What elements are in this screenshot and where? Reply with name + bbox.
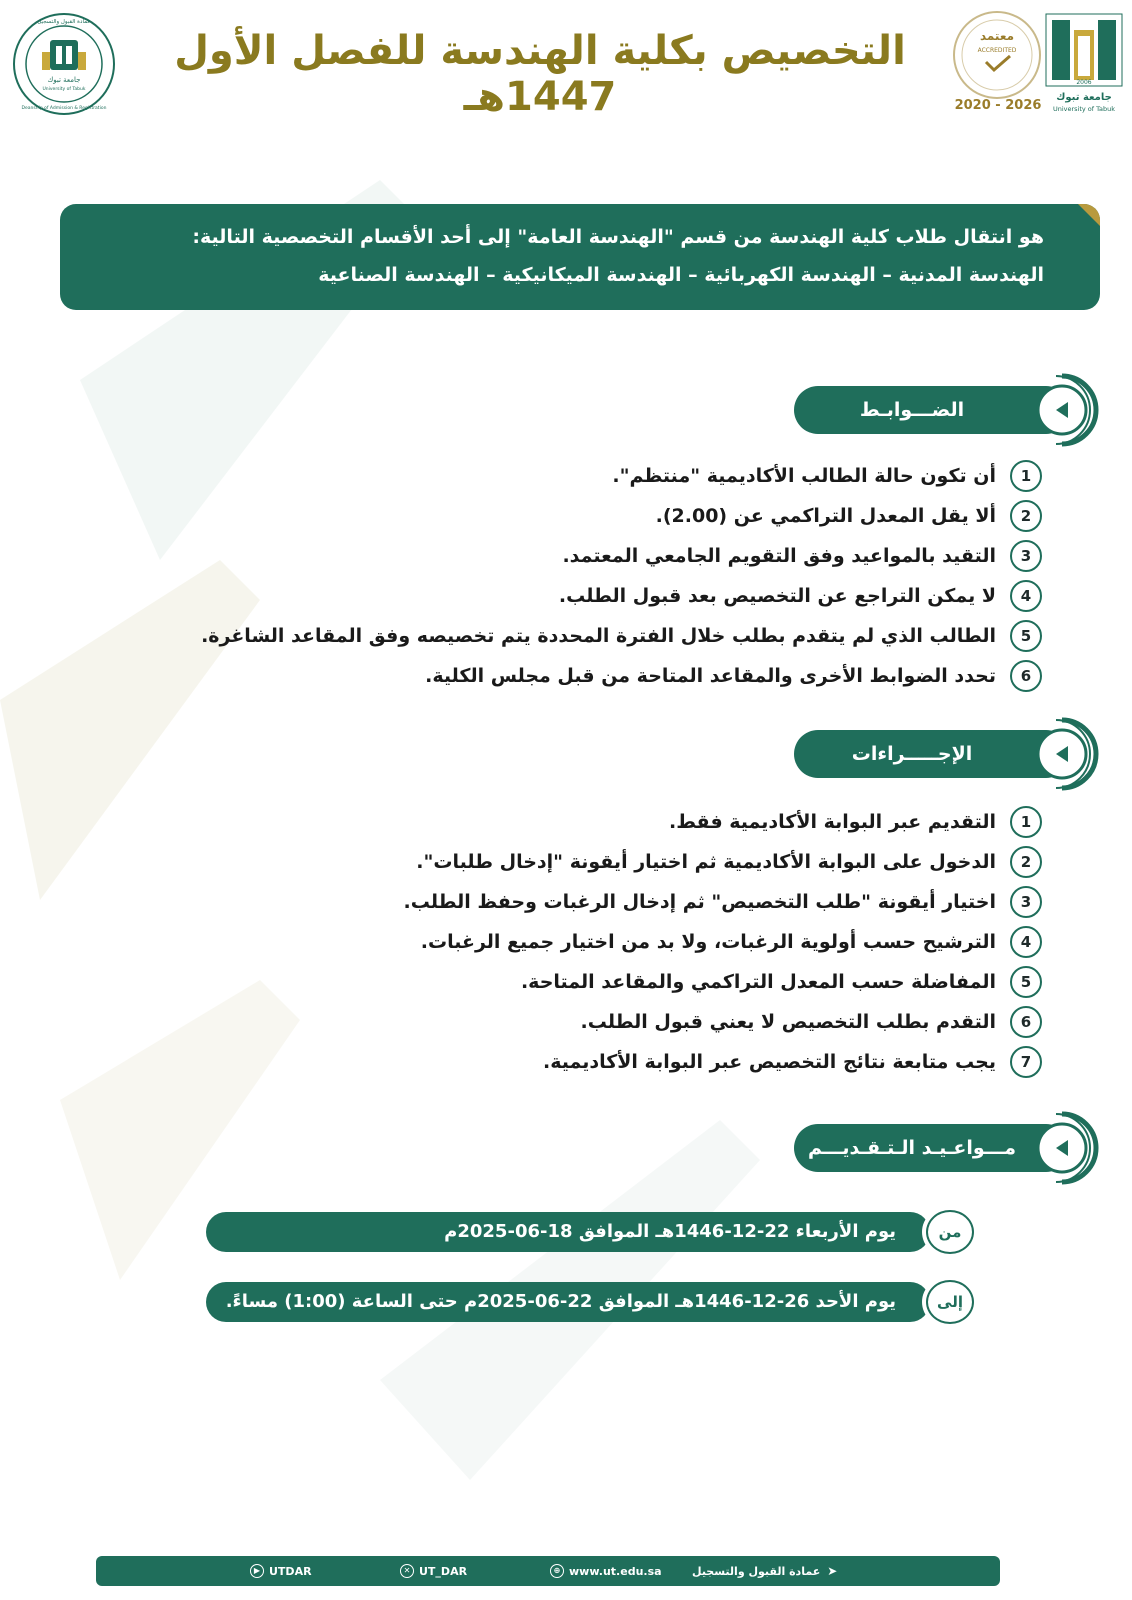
item-text: التقدم بطلب التخصيص لا يعني قبول الطلب.	[580, 1011, 996, 1033]
item-text: الدخول على البوابة الأكاديمية ثم اختيار أيقونة "إدخال طلبات".	[416, 851, 996, 873]
date-to-label: إلى	[926, 1280, 974, 1324]
item-number: 6	[1010, 1006, 1042, 1038]
item-number: 1	[1010, 806, 1042, 838]
svg-text:University of Tabuk: University of Tabuk	[42, 87, 86, 92]
list-item	[201, 656, 1042, 696]
list-item	[404, 962, 1042, 1002]
university-logo	[1042, 10, 1126, 118]
item-text: المفاضلة حسب المعدل التراكمي والمقاعد المتاحة.	[520, 971, 996, 993]
accredited-seal	[952, 10, 1042, 100]
svg-text:معتمد: معتمد	[979, 29, 1015, 43]
youtube-icon: ▶	[250, 1564, 264, 1578]
section-title-rules: الضـــوابـط	[794, 386, 1070, 434]
section-header-dates	[790, 1110, 1100, 1186]
item-text: أن تكون حالة الطالب الأكاديمية "منتظم".	[612, 465, 996, 487]
list-item	[404, 802, 1042, 842]
list-item	[404, 842, 1042, 882]
item-number: 5	[1010, 620, 1042, 652]
svg-text:ACCREDITED: ACCREDITED	[977, 47, 1017, 54]
list-item	[404, 1002, 1042, 1042]
list-item	[404, 922, 1042, 962]
item-text: ألا يقل المعدل التراكمي عن (2.00).	[655, 505, 996, 527]
item-number: 7	[1010, 1046, 1042, 1078]
item-number: 1	[1010, 460, 1042, 492]
deanship-logo	[12, 12, 116, 116]
item-text: اختيار أيقونة "طلب التخصيص" ثم إدخال الرغبات وحفظ الطلب.	[403, 891, 996, 913]
list-item	[201, 456, 1042, 496]
date-from-text: يوم الأربعاء 22-12-1446هـ الموافق 18-06-2025م	[206, 1212, 930, 1252]
globe-icon: ⊕	[550, 1564, 564, 1578]
deanship-name: عمادة القبول والتسجيل	[692, 1564, 821, 1578]
intro-box	[60, 204, 1100, 310]
page-title: التخصيص بكلية الهندسة للفصل الأول 1447هـ	[174, 28, 906, 120]
footer-bar	[96, 1556, 1000, 1586]
section-header-rules	[790, 372, 1100, 448]
intro-line-2: الهندسة المدنية – الهندسة الكهربائية – الهندسة الميكانيكية – الهندسة الصناعية	[318, 264, 1044, 286]
date-from-row	[206, 1210, 974, 1254]
svg-text:2006: 2006	[1076, 79, 1092, 86]
item-number: 2	[1010, 846, 1042, 878]
item-number: 3	[1010, 886, 1042, 918]
item-number: 4	[1010, 580, 1042, 612]
footer-youtube[interactable]	[250, 1556, 312, 1586]
date-to-row	[206, 1280, 974, 1324]
arrow-circle-icon	[1024, 716, 1100, 792]
procedures-list	[404, 802, 1042, 1082]
website-link: www.ut.edu.sa	[569, 1564, 662, 1578]
accredited-years: 2020 - 2026	[954, 98, 1042, 113]
arrow-circle-icon	[1024, 1110, 1100, 1186]
item-text: الترشيح حسب أولوية الرغبات، ولا بد من اختيار جميع الرغبات.	[420, 931, 996, 953]
item-text: لا يمكن التراجع عن التخصيص بعد قبول الطلب.	[558, 585, 996, 607]
list-item	[201, 576, 1042, 616]
list-item	[201, 616, 1042, 656]
footer-x[interactable]	[400, 1556, 467, 1586]
list-item	[201, 496, 1042, 536]
svg-text:Deanship of Admission & Regist: Deanship of Admission & Registration	[21, 106, 107, 111]
item-text: تحدد الضوابط الأخرى والمقاعد المتاحة من قبل مجلس الكلية.	[425, 665, 996, 687]
list-item	[404, 882, 1042, 922]
section-title-dates: مـــواعـيـد الـتـقـديـــم	[794, 1124, 1070, 1172]
item-text: التقيد بالمواعيد وفق التقويم الجامعي المعتمد.	[562, 545, 996, 567]
item-number: 3	[1010, 540, 1042, 572]
svg-text:عمادة القبول والتسجيل: عمادة القبول والتسجيل	[37, 19, 91, 25]
item-number: 6	[1010, 660, 1042, 692]
item-text: يجب متابعة نتائج التخصيص عبر البوابة الأكاديمية.	[542, 1051, 996, 1073]
intro-line-1: هو انتقال طلاب كلية الهندسة من قسم "الهندسة العامة" إلى أحد الأقسام التخصصية التالية:	[192, 226, 1044, 248]
section-title-procedures: الإجـــــراءات	[794, 730, 1070, 778]
svg-text:جامعة تبوك: جامعة تبوك	[47, 76, 81, 84]
date-from-label: من	[926, 1210, 974, 1254]
rules-list	[201, 456, 1042, 696]
svg-text:University of Tabuk: University of Tabuk	[1052, 105, 1116, 113]
item-number: 4	[1010, 926, 1042, 958]
paper-plane-icon: ➤	[827, 1564, 838, 1578]
item-text: التقديم عبر البوابة الأكاديمية فقط.	[668, 811, 996, 833]
svg-text:جامعة تبوك: جامعة تبوك	[1056, 92, 1112, 103]
x-handle: UT_DAR	[419, 1564, 468, 1578]
section-header-procedures	[790, 716, 1100, 792]
item-text: الطالب الذي لم يتقدم بطلب خلال الفترة المحددة يتم تخصيصه وفق المقاعد الشاغرة.	[201, 625, 996, 647]
x-icon: ✕	[400, 1564, 414, 1578]
item-number: 2	[1010, 500, 1042, 532]
item-number: 5	[1010, 966, 1042, 998]
list-item	[201, 536, 1042, 576]
footer-deanship	[692, 1556, 839, 1586]
footer-website[interactable]	[550, 1556, 662, 1586]
date-to-text: يوم الأحد 26-12-1446هـ الموافق 22-06-2025م حتى الساعة (1:00) مساءً.	[206, 1282, 930, 1322]
arrow-circle-icon	[1024, 372, 1100, 448]
youtube-handle: UTDAR	[269, 1564, 312, 1578]
list-item	[404, 1042, 1042, 1082]
